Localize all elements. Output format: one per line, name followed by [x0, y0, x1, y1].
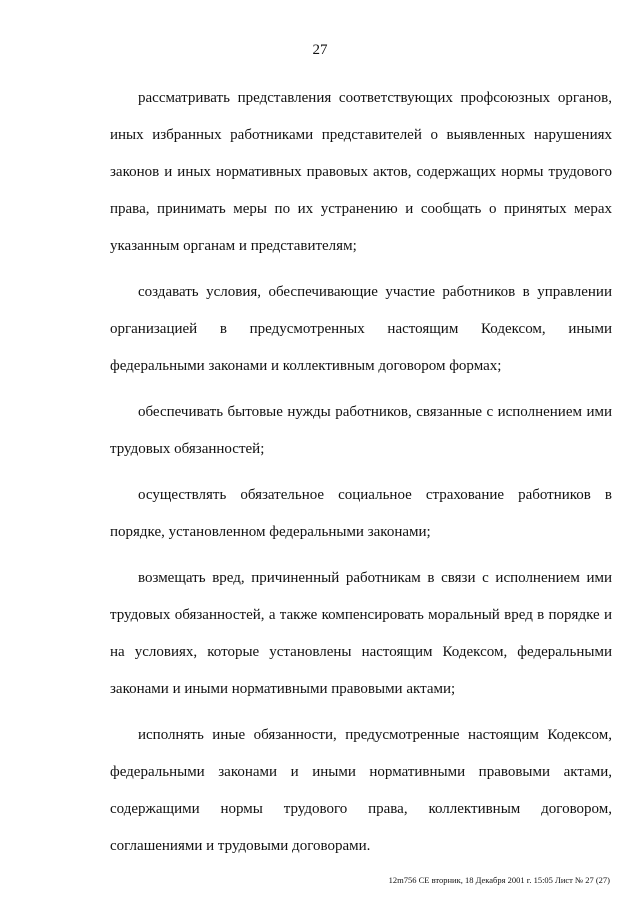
paragraph: осуществлять обязательное социальное страхование работников в порядке, установленном федеральными законами; — [110, 487, 612, 540]
paragraph: создавать условия, обеспечивающие участие работников в управлении организацией в предусмотренных настоящим Кодексом, иными федеральными законами и коллективным договором формах; — [110, 284, 612, 374]
paragraph: рассматривать представления соответствующих профсоюзных органов, иных избранных работниками представителей о выявленных нарушениях законов и иных нормативных правовых актов, содержащих нормы трудового права, принимать меры по их устранению и сообщать о принятых мерах указанным органам и представителям; — [110, 90, 612, 254]
page-number: 27 — [312, 42, 328, 58]
paragraph: возмещать вред, причиненный работникам в связи с исполнением ими трудовых обязанностей, а также компенсировать моральный вред в порядке и на условиях, которые установлены настоящим Кодексом, федеральными законами и иными нормативными правовыми актами; — [110, 570, 612, 697]
paragraph: обеспечивать бытовые нужды работников, связанные с исполнением ими трудовых обязанностей; — [110, 404, 612, 457]
page-footer: 12m756 СЕ вторник, 18 Декабря 2001 г. 15:05 Лист № 27 (27) — [388, 875, 610, 885]
document-body — [110, 80, 612, 874]
paragraph: исполнять иные обязанности, предусмотренные настоящим Кодексом, федеральными законами и иными нормативными правовыми актами, содержащими нормы трудового права, коллективным договором, соглашениями и трудовыми договорами. — [110, 727, 612, 854]
